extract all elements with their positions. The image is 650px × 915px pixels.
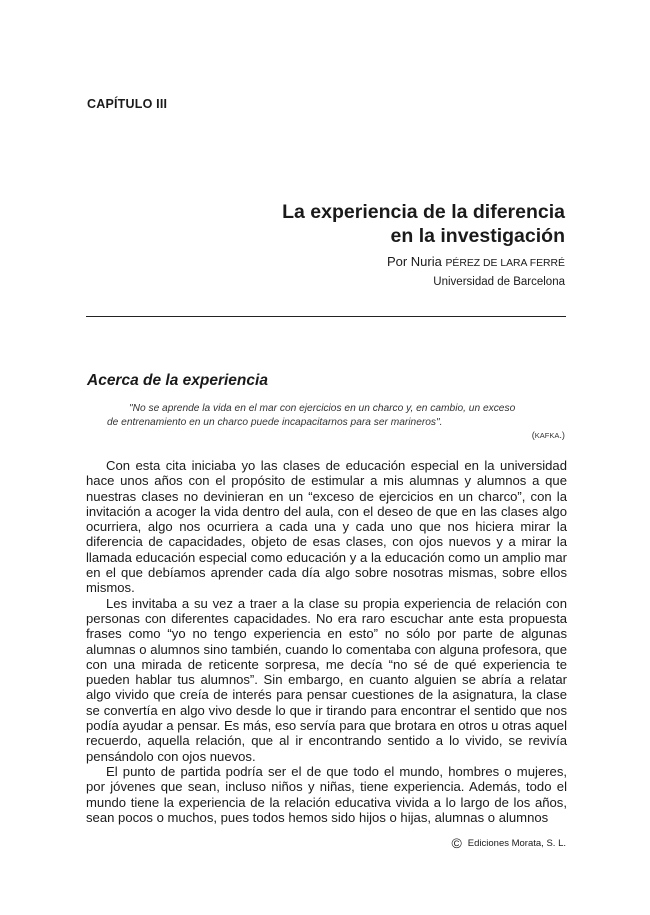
chapter-label: CAPÍTULO III [87, 97, 168, 111]
author-affiliation: Universidad de Barcelona [433, 276, 565, 288]
section-heading: Acerca de la experiencia [87, 372, 268, 389]
epigraph [107, 402, 568, 430]
chapter-title-line-1: La experiencia de la diferencia [282, 201, 565, 223]
chapter-title [165, 200, 565, 248]
body-text [86, 458, 567, 825]
epigraph-line-2: de entrenamiento en un charco puede incapacitarnos para ser marineros". [107, 417, 443, 428]
header-divider [86, 316, 566, 317]
author-prefix: Por Nuria [386, 254, 446, 269]
chapter-title-line-2: en la investigación [390, 225, 565, 247]
epigraph-attribution [532, 430, 565, 440]
paragraph: El punto de partida podría ser el de que todo el mundo, hombres o mujeres, por jóvenes que sean, incluso niños y niñas, tiene experiencia. Además, todo el mundo tiene la experiencia de la relación educativa vivida a lo largo de los años, sean pocos o muchos, pues todos hemos sido hijos o hijas, alumnas o alumnos [86, 763, 567, 825]
author-byline [387, 254, 565, 269]
epigraph-line-1: "No se aprende la vida en el mar con ejercicios en un charco y, en cambio, un exceso [129, 403, 516, 414]
author-name: PÉREZ DE LARA FERRÉ [445, 258, 565, 269]
publisher-name: Ediciones Morata, S. L. [467, 837, 566, 849]
paragraph: Con esta cita iniciaba yo las clases de educación especial en la universidad hace unos años con el propósito de estimular a mis alumnas y alumnos a que nuestras clases no devinieran en un “exceso de ejercicios en un charco”, con la invitación a acoger la vida dentro del aula, con el deseo de que en las clases algo ocurriera, algo nos ocurriera a cada una y cada uno que nos hiciera mirar la diferencia de capacidades, objeto de esas clases, con ojos nuevos y a mirar la llamada educación especial como educación y a la educación como un amplio mar en el que debíamos aprender cada día algo sobre nosotras mismas, sobre ellos mismos. [86, 458, 567, 596]
attribution-name: KAFKA [534, 431, 560, 440]
page-footer [451, 836, 566, 850]
attribution-open: ( [531, 430, 535, 440]
attribution-close: .) [559, 430, 565, 440]
copyright-icon: © [451, 835, 462, 851]
paragraph: Les invitaba a su vez a traer a la clase su propia experiencia de relación con personas con diferentes capacidades. No era raro escuchar ante esta propuesta frases como “yo no tengo experiencia en esto” no sólo por parte de algunas alumnas o alumnos sino también, cuando lo comentaba con alguna profesora, que con una mirada de reticente sorpresa, me decía “no sé de qué experiencia te pueden hablar tus alumnos”. Sin embargo, en cuanto alguien se abría a relatar algo vivido que creía de interés para pensar cuestiones de la asignatura, la clase se convertía en algo vivo desde lo que ir tirando para encontrar el sentido que nos podía ayudar a pensar. Es más, eso servía para que brotara en otros u otras aquel recuerdo, aquella relación, que al ir encontrando sentido a lo vivido, se revivía pensándolo con ojos nuevos. [86, 595, 567, 764]
